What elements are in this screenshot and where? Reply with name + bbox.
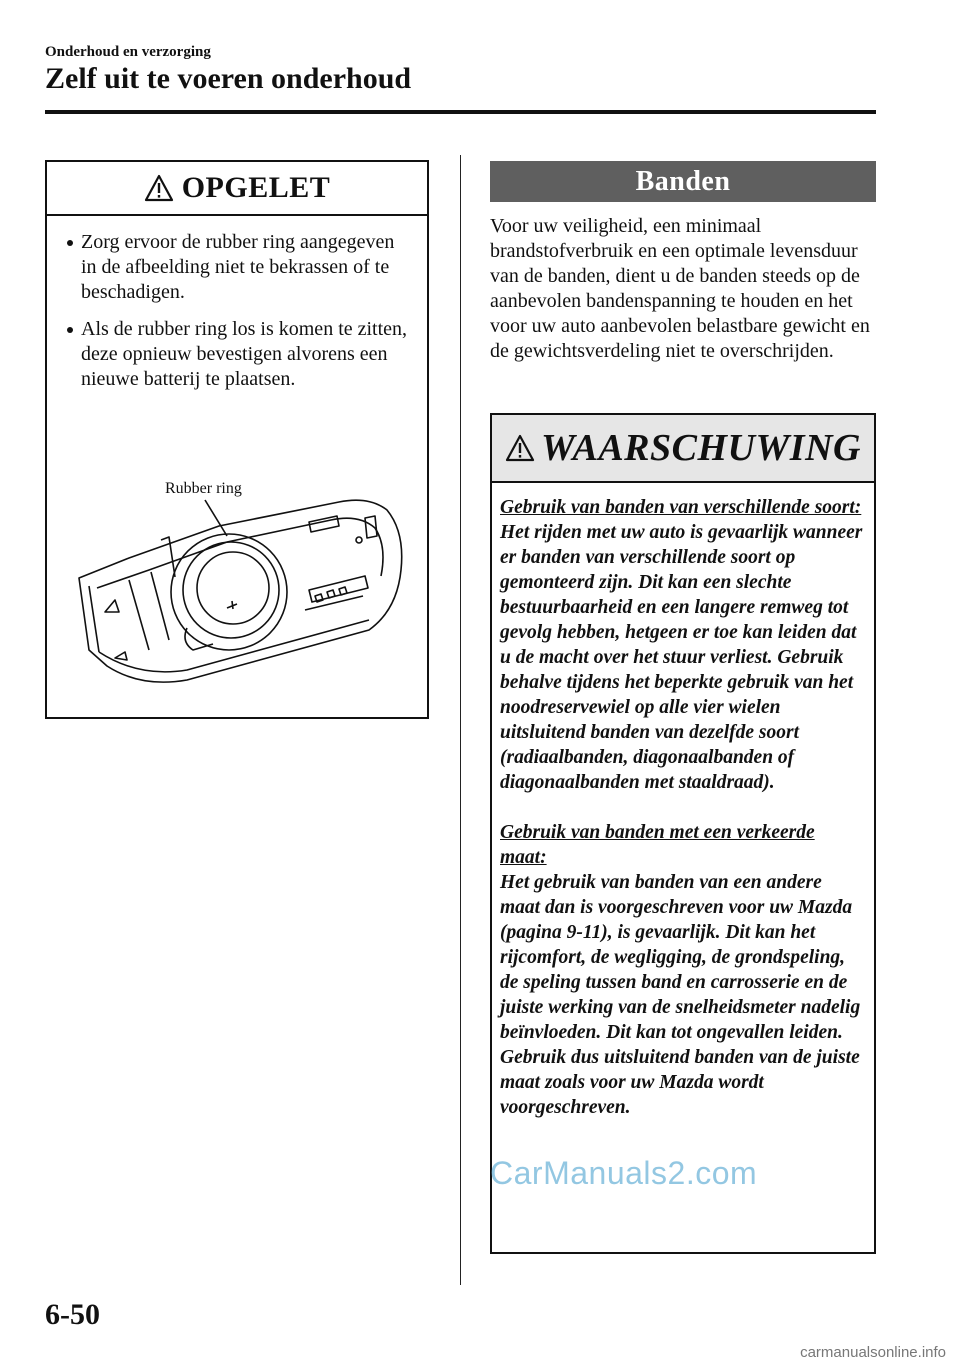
- title-rule: [45, 110, 876, 114]
- warning-triangle-icon: [505, 434, 535, 462]
- column-divider: [460, 155, 461, 1285]
- page-number: 6-50: [45, 1298, 100, 1331]
- caution-header: [47, 162, 427, 216]
- warning-section-heading: Gebruik van banden met een verkeerde maat:: [500, 822, 815, 868]
- key-battery-illustration: [69, 480, 409, 690]
- caution-bullet-text: Zorg ervoor de rubber ring aangegeven in de afbeelding niet te bekrassen of te beschadigen.: [81, 231, 395, 303]
- warning-triangle-icon: [144, 174, 174, 202]
- caution-bullet: [67, 317, 413, 392]
- caution-bullets: [47, 230, 427, 392]
- warning-section-text: Het rijden met uw auto is gevaarlijk wanneer er banden van verschillende soort op gemonteerd zijn. Dit kan een slechte bestuurbaarheid en een langere remweg tot gevolg hebben, hetgeen er toe kan leiden dat u de macht over het stuur verliest. Gebruik behalve tijdens het beperkte gebruik van het noodreservewiel op alle vier wielen uitsluitend banden van dezelfde soort (radiaalbanden, diagonaalbanden of diagonaalbanden met staaldraad).: [500, 522, 863, 793]
- warning-box: [490, 413, 876, 1254]
- banden-heading: Banden: [490, 161, 876, 202]
- caution-title: OPGELET: [181, 171, 331, 204]
- warning-title: WAARSCHUWING: [541, 427, 861, 469]
- page-title: Zelf uit te voeren onderhoud: [45, 62, 412, 95]
- warning-section-heading: Gebruik van banden van verschillende soort:: [500, 497, 862, 518]
- warning-body: [492, 483, 874, 1120]
- figure-label: Rubber ring: [165, 480, 242, 497]
- caution-bullet: [67, 230, 413, 305]
- footer-site: carmanualsonline.info: [800, 1344, 946, 1361]
- section-label: Onderhoud en verzorging: [45, 44, 211, 60]
- key-battery-figure: [69, 480, 409, 690]
- spacer: [500, 795, 864, 820]
- warning-section-text: Het gebruik van banden van een andere maat dan is voorgeschreven voor uw Mazda (pagina 9-11), is gevaarlijk. Dit kan het rijcomfort, de wegligging, de grondspeling, de speling tussen band en carrosserie en de juiste werking van de snelheidsmeter nadelig beïnvloeden. Dit kan tot ongevallen leiden. Gebruik dus uitsluitend banden van de juiste maat zoals voor uw Mazda wordt voorgeschreven.: [500, 872, 861, 1118]
- watermark: CarManuals2.com: [490, 1155, 758, 1191]
- bullet-dot: [67, 327, 73, 333]
- bullet-dot: [67, 240, 73, 246]
- warning-header: [492, 415, 874, 483]
- caution-box: [45, 160, 429, 719]
- banden-intro: Voor uw veiligheid, een minimaal brandstofverbruik en een optimale levensduur van de banden, dient u de banden steeds op de aanbevolen bandenspanning te houden en het voor uw auto aanbevolen belastbare gewicht en de gewichtsverdeling niet te overschrijden.: [490, 215, 870, 362]
- caution-bullet-text: Als de rubber ring los is komen te zitten, deze opnieuw bevestigen alvorens een nieuwe batterij te plaatsen.: [81, 318, 408, 390]
